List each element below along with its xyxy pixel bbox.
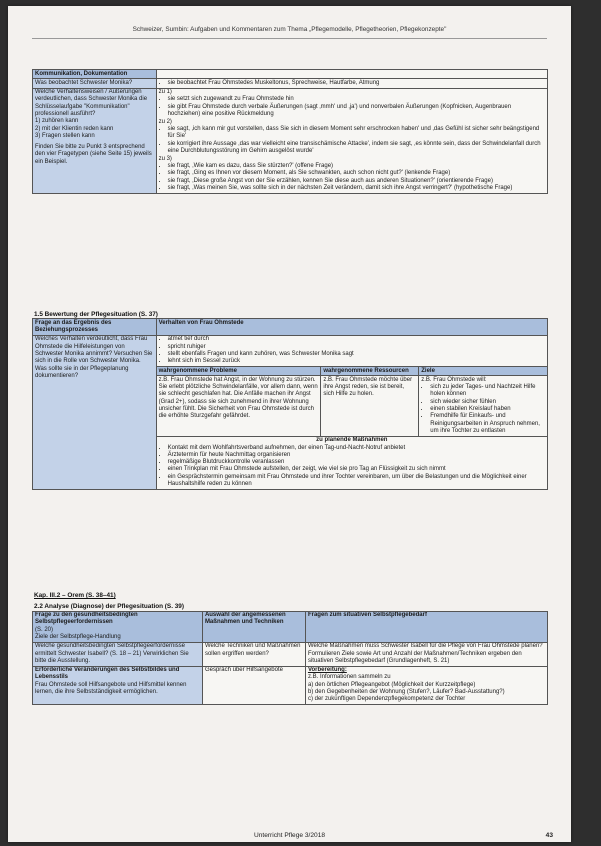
question-cell: Erforderliche Veränderungen des Selbstbildes und Lebensstils Frau Ohmstede soll Hilfsangebote und Hilfsmittel kennen lernen, die ihre Selbstständigkeit ermöglichen. — [33, 666, 203, 704]
list-item: • sie setzt sich zugewandt zu Frau Ohmstede hin — [168, 96, 545, 103]
bewertung-table — [32, 318, 548, 490]
zu-label: zu 1) — [158, 89, 172, 96]
kommunikation-section — [32, 69, 548, 194]
list-item: • lehnt sich im Sessel zurück — [168, 358, 545, 365]
analyse-table — [32, 611, 548, 706]
column-header: wahrgenommene Ressourcen — [321, 367, 419, 376]
list-item: • sich zu jeder Tages- und Nachtzeit Hilfe holen können — [430, 384, 545, 399]
question-cell: Welches Verhalten verdeutlicht, dass Frau Ohmstede die Hilfeleistungen von Schwester Monika annimmt? Versuchen Sie sich in die Rolle von Schwester Monika. Was sollte sie in der Pflegeplanung dokumentieren? — [33, 335, 157, 489]
answer-cell — [156, 88, 547, 193]
zu-label: zu 2) — [158, 118, 172, 125]
measures-cell — [156, 436, 547, 489]
answer-cell: Welche Maßnahmen muss Schwester Isabell für die Pflege von Frau Ohmstede planen? Formulieren Ziele sowie Art und Anzahl der Maßnahmen/Techniken ergeben den situativen Selbstpflegebedarf (Grundlagenheft, S. 21) — [305, 642, 547, 666]
list-item: • sie fragt, ‚Was meinen Sie, was sollte sich in der nächsten Zeit verändern, damit sich ihre Angst verringert?' (hypothetische Frage) — [168, 185, 545, 192]
list-item: • sie gibt Frau Ohmstede durch verbale Äußerungen (sagt ‚mmh' und ‚ja') und nonverbalen Äußerungen (Kopfnicken, Augenbrauen hochziehen) eine positive Rückmeldung — [168, 104, 545, 119]
list-item: • stellt ebenfalls Fragen und kann zuhören, was Schwester Monika sagt — [168, 351, 545, 358]
column-header: wahrgenommene Probleme — [156, 367, 321, 376]
question-cell: Welche Verhaltensweisen / Äußerungen verdeutlichen, dass Schwester Monika die Schlüsselaufgabe "Kommunikation" professionell ausführt? 1) zuhören kann 2) mit der Klientin reden kann 3) Fragen stellen kann Finden Sie bitte zu Punkt 3 entsprechend den vier Fragetypen (siehe Seite 15) jeweils ein Beispiel. — [33, 88, 157, 193]
column-header: Auswahl der angemessenen Maßnahmen und Techniken — [202, 611, 305, 642]
list-item: • sie sagt, ‚ich kann mir gut vorstellen, dass Sie sich in diesem Moment sehr erschrocken haben' und ‚das Gefühl ist sicher sehr beängstigend für Sie' — [168, 126, 545, 141]
list-item: • sie fragt, ‚Wie kam es dazu, dass Sie stürzten?' (offene Frage) — [168, 163, 545, 170]
problems-cell: z.B. Frau Ohmstede hat Angst, in der Wohnung zu stürzen. Sie erlebt plötzliche Schwindelanfälle, vor allem dann, wenn sie schlecht geschlafen hat. Die Anfälle machen ihr Angst (Grad 2+), sodass sie sich zunehmend in ihrer Wohnung unsicher fühlt. Die Sicherheit von Frau Ohmstede ist durch die erhöhte Sturzgefahr gefährdet. — [156, 376, 321, 436]
section-title: 2.2 Analyse (Diagnose) der Pflegesituation (S. 39) — [34, 603, 184, 611]
zu-label: zu 3) — [158, 155, 172, 162]
column-header: Fragen zum situativen Selbstpflegebedarf — [305, 611, 547, 642]
answer-cell: Welche Techniken und Maßnahmen sollen ergriffen werden? — [202, 642, 305, 666]
kommunikation-title: Kommunikation, Dokumentation — [33, 70, 157, 79]
question-cell: Welche gesundheitsbedingten Selbstpflegeerfordernisse ermittelt Schwester Isabell? (S. 18 – 21) Verwirklichen Sie bitte die Ausstellung. — [33, 642, 203, 666]
answer-cell: Gespräch über Hilfsangebote — [202, 666, 305, 704]
answer-cell: Vorbereitung: z.B. Informationen sammeln zu a) den örtlichen Pflegeangebot (Möglichkeit der Kurzzeitpflege) b) den Gegebenheiten der Wohnung (Stufen?, Läufer? Bad-Ausstattung?) c) der zukünftigen Dependenzpflegekompetenz der Tochter — [305, 666, 547, 704]
list-item: • Kontakt mit dem Wohlfahrtsverband aufnehmen, der einen Tag-und-Nacht-Notruf anbietet — [168, 445, 545, 452]
goals-cell: z.B. Frau Ohmstede will: • sich zu jeder Tages- und Nachtzeit Hilfe holen können • sich wieder sicher fühlen • einen stabilen Kreislauf haben • Fremdhilfe für Einkaufs- und Reinigungsarbeiten in Anspruch nehmen, um ihre Tochter zu entlasten — [419, 376, 548, 436]
column-header: Frage an das Ergebnis des Beziehungsprozesses — [33, 319, 157, 336]
column-header: Ziele — [419, 367, 548, 376]
column-header: Verhalten von Frau Ohmstede — [156, 319, 547, 336]
header-rule — [32, 38, 547, 39]
orem-section — [32, 592, 548, 705]
list-item: • Ärztetermin für heute Nachmittag organisieren — [168, 452, 545, 459]
page-number: 43 — [545, 832, 553, 839]
list-item: • einen stabilen Kreislauf haben — [430, 406, 545, 413]
list-item: • sie fragt, ‚Ging es Ihnen vor diesem Moment, als Sie schwankten, auch schon nicht gut?' (lenkende Frage) — [168, 170, 545, 177]
answer-cell — [156, 335, 547, 366]
running-header: Schweizer, Sumbin: Aufgaben und Kommentaren zum Thema „Pflegemodelle, Pflegetheorien, Pflegekonzepte" — [132, 26, 447, 33]
list-item: • sie korrigiert ihre Aussage ‚das war vielleicht eine transischämische Attacke', indem sie sagt, ‚es könnte sein, dass der Schwindelanfall durch eine Durchblutungsstörung im Gehirn ausgelöst wurde' — [168, 141, 545, 156]
list-item: • sich wieder sicher fühlen — [430, 399, 545, 406]
list-item: • regelmäßige Blutdruckkontrolle veranlassen — [168, 459, 545, 466]
chapter-title: Kap. III.2 – Orem (S. 38–41) — [34, 592, 116, 599]
resources-cell: z.B. Frau Ohmstede möchte über ihre Angst reden, sie ist bereit, sich Hilfe zu holen. — [321, 376, 419, 436]
list-item: • sie fragt, ‚Diese große Angst von der Sie erzählen, kennen Sie diese auch aus anderen Situationen?' (orientierende Frage) — [168, 178, 545, 185]
kommunikation-table — [32, 69, 548, 194]
bewertung-section — [32, 311, 548, 490]
answer-cell — [156, 79, 547, 88]
list-item: • einen Trinkplan mit Frau Ohmstede aufstellen, der zeigt, wie viel sie pro Tag an Flüssigkeit zu sich nimmt — [168, 466, 545, 473]
section-title: 1.5 Bewertung der Pflegesituation (S. 37) — [34, 311, 158, 318]
list-item: • ein Gesprächstermin gemeinsam mit Frau Ohmstede und ihrer Tochter vereinbaren, um über die Belastungen und die Möglichkeit einer Haushaltshilfe reden zu können — [168, 474, 545, 489]
column-header: Frage zu den gesundheitsbedingten Selbstpflegeerfordernissen (S. 20) Ziele der Selbstpflege-Handlung — [33, 611, 203, 642]
footer-source: Unterricht Pflege 3/2018 — [253, 832, 326, 839]
list-item: • Fremdhilfe für Einkaufs- und Reinigungsarbeiten in Anspruch nehmen, um ihre Tochter zu entlasten — [430, 413, 545, 435]
question-cell: Was beobachtet Schwester Monika? — [33, 79, 157, 88]
list-item: • sie beobachtet Frau Ohmstedes Muskeltonus, Sprechweise, Hautfarbe, Atmung — [168, 80, 545, 87]
document-page — [8, 6, 571, 842]
list-item: • spricht ruhiger — [168, 344, 545, 351]
list-item: • atmet tief durch — [168, 336, 545, 343]
measures-heading: zu planende Maßnahmen — [316, 437, 388, 444]
